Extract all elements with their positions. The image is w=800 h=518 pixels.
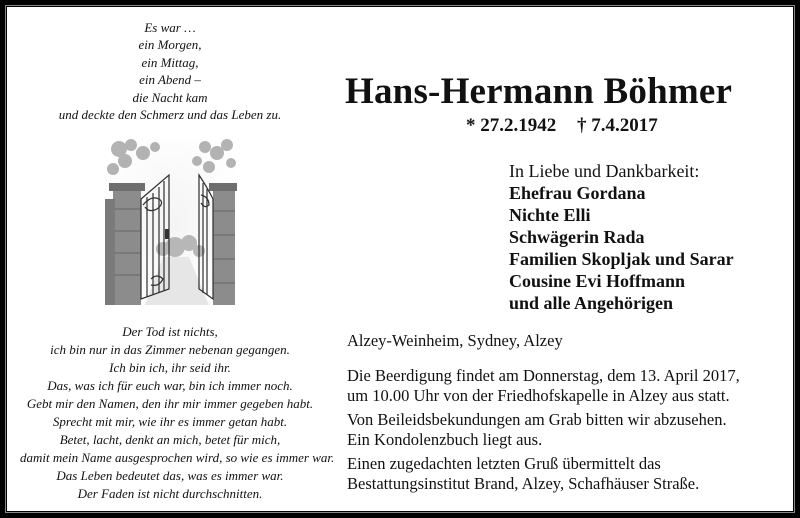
- poem-bottom-line: Der Faden ist nicht durchschnitten.: [77, 486, 263, 501]
- condolence-notice: [347, 410, 787, 449]
- poem-bottom-line: Gebt mir den Namen, den ihr mir immer gegeben habt.: [26, 396, 314, 411]
- mourner: Ehefrau Gordana: [509, 183, 646, 203]
- funeral-notice: [347, 366, 787, 405]
- undertaker-notice: [347, 454, 787, 493]
- condolence-line: Von Beileidsbekundungen am Grab bitten wir abzusehen.: [347, 410, 727, 429]
- funeral-line: Die Beerdigung findet am Donnerstag, dem 13. April 2017,: [347, 366, 740, 385]
- mourner: Cousine Evi Hoffmann: [509, 271, 686, 291]
- poem-top-line: und deckte den Schmerz und das Leben zu.: [58, 107, 282, 123]
- poem-bottom-line: ich bin nur in das Zimmer nebenan gegangen.: [50, 342, 290, 357]
- poem-bottom-line: Ich bin ich, ihr seid ihr.: [109, 360, 231, 375]
- deceased-name: Hans-Hermann Böhmer: [345, 71, 733, 112]
- mourners-list: [509, 160, 734, 314]
- poem-top-line: ein Morgen,: [138, 37, 202, 53]
- birth-date: * 27.2.1942: [466, 115, 557, 136]
- poem-top-line: ein Abend –: [139, 72, 201, 88]
- poem-bottom: [20, 323, 335, 503]
- open-gate-icon: [105, 139, 237, 305]
- mourner: Nichte Elli: [509, 205, 591, 225]
- mourners-intro: In Liebe und Dankbarkeit:: [509, 161, 700, 181]
- poem-bottom-line: Der Tod ist nichts,: [122, 324, 218, 339]
- poem-bottom-line: Betet, lacht, denkt an mich, betet für mich,: [59, 432, 281, 447]
- poem-top-line: Es war …: [144, 20, 196, 35]
- poem-top: [30, 19, 310, 123]
- poem-bottom-line: damit mein Name ausgesprochen wird, so wie es immer war.: [20, 450, 335, 465]
- locations: Alzey-Weinheim, Sydney, Alzey: [347, 331, 563, 350]
- mourner: Schwägerin Rada: [509, 227, 645, 247]
- condolence-line: Ein Kondolenzbuch liegt aus.: [347, 429, 543, 449]
- poem-bottom-line: Das Leben bedeutet das, was es immer war.: [56, 468, 284, 483]
- funeral-line: um 10.00 Uhr von der Friedhofskapelle in Alzey aus statt.: [347, 385, 730, 405]
- mourner: Familien Skopljak und Sarar: [509, 249, 734, 269]
- undertaker-line: Einen zugedachten letzten Gruß übermittelt das: [347, 454, 661, 473]
- poem-bottom-line: Das, was ich für euch war, bin ich immer noch.: [47, 378, 293, 393]
- garden-gate-illustration: [105, 139, 237, 305]
- mourner: und alle Angehörigen: [509, 293, 674, 313]
- death-date: † 7.4.2017: [577, 115, 658, 136]
- poem-bottom-line: Sprecht mit mir, wie ihr es immer getan habt.: [52, 414, 288, 429]
- poem-top-line: ein Mittag,: [141, 54, 199, 70]
- poem-top-line: die Nacht kam: [132, 89, 208, 105]
- undertaker-line: Bestattungsinstitut Brand, Alzey, Schafhäuser Straße.: [347, 473, 700, 493]
